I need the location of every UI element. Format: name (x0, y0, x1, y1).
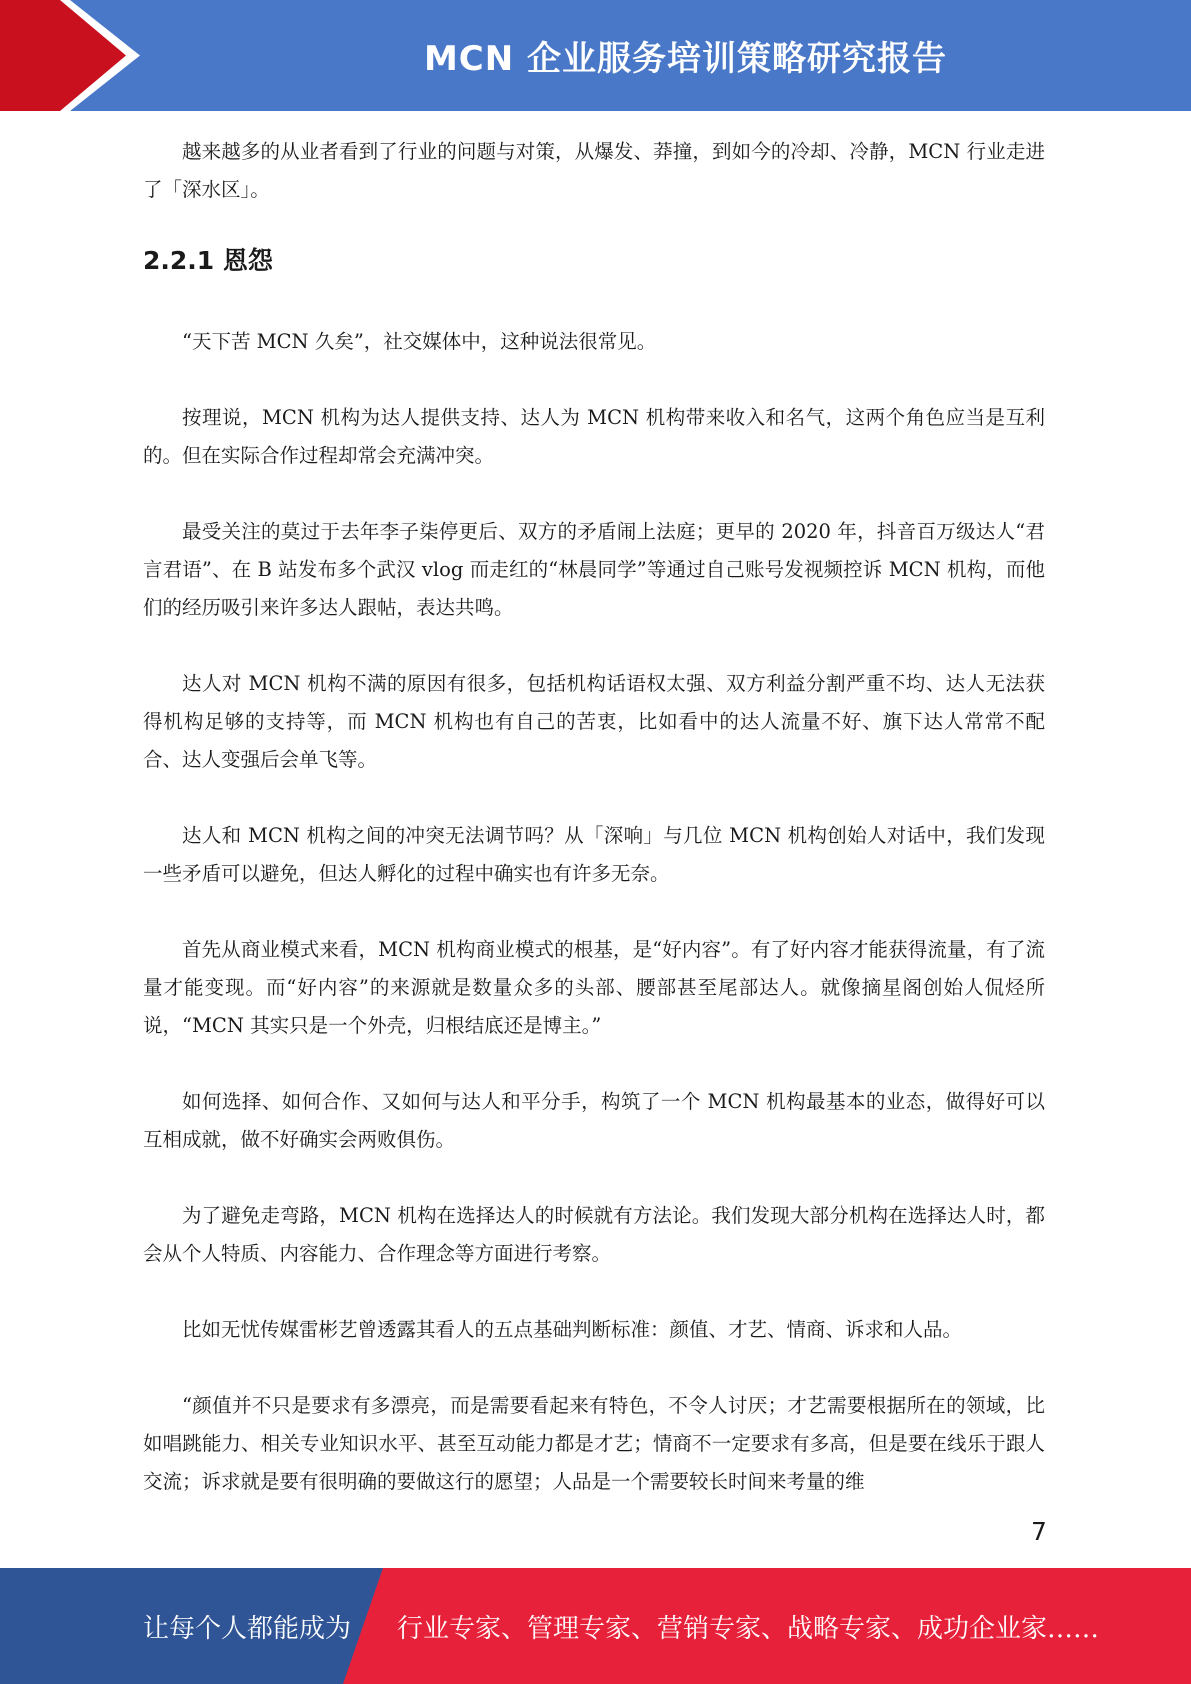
paragraph-10: “颜值并不只是要求有多漂亮，而是需要看起来有特色，不令人讨厌；才艺需要根据所在的领域，比如唱跳能力、相关专业知识水平、甚至互动能力都是才艺；情商不一定要求有多高，但是要在线乐于跟人交流；诉求就是要有很明确的要做这行的愿望；人品是一个需要较长时间来考量的维 (143, 1394, 1045, 1493)
header-arrow-decoration (0, 0, 160, 111)
page-number: 7 (1031, 1517, 1047, 1546)
paragraph-7: 如何选择、如何合作、又如何与达人和平分手，构筑了一个 MCN 机构最基本的业态，做得好可以互相成就，做不好确实会两败俱伤。 (143, 1090, 1045, 1151)
paragraph-2: 按理说，MCN 机构为达人提供支持、达人为 MCN 机构带来收入和名气，这两个角色应当是互利的。但在实际合作过程却常会充满冲突。 (143, 406, 1045, 467)
page-header (0, 0, 1191, 111)
paragraph-8: 为了避免走弯路，MCN 机构在选择达人的时候就有方法论。我们发现大部分机构在选择达人时，都会从个人特质、内容能力、合作理念等方面进行考察。 (143, 1204, 1045, 1265)
page-footer (0, 1568, 1191, 1684)
paragraph-3: 最受关注的莫过于去年李子柒停更后、双方的矛盾闹上法庭；更早的 2020 年，抖音百万级达人“君言君语”、在 B 站发布多个武汉 vlog 而走红的“林晨同学”等通过自己账号发视频控诉 MCN 机构，而他们的经历吸引来许多达人跟帖，表达共鸣。 (143, 520, 1045, 619)
footer-slogan-right: 行业专家、管理专家、营销专家、战略专家、成功企业家…… (397, 1613, 1100, 1644)
footer-slogan-left: 让每个人都能成为 (143, 1613, 352, 1644)
section-heading: 2.2.1 恩怨 (143, 246, 273, 275)
intro-paragraph: 越来越多的从业者看到了行业的问题与对策，从爆发、莽撞，到如今的冷却、冷静，MCN 行业走进了「深水区」。 (143, 140, 1045, 201)
paragraph-9: 比如无忧传媒雷彬艺曾透露其看人的五点基础判断标准：颜值、才艺、情商、诉求和人品。 (182, 1318, 963, 1341)
document-title: MCN 企业服务培训策略研究报告 (423, 39, 948, 79)
paragraph-6: 首先从商业模式来看，MCN 机构商业模式的根基，是“好内容”。有了好内容才能获得流量，有了流量才能变现。而“好内容”的来源就是数量众多的头部、腰部甚至尾部达人。就像摘星阁创始人侃烃所说，“MCN 其实只是一个外壳，归根结底还是博主。” (143, 938, 1045, 1037)
paragraph-1: “天下苦 MCN 久矣”，社交媒体中，这种说法很常见。 (182, 330, 657, 353)
paragraph-5: 达人和 MCN 机构之间的冲突无法调节吗？从「深响」与几位 MCN 机构创始人对话中，我们发现一些矛盾可以避免，但达人孵化的过程中确实也有许多无奈。 (143, 824, 1045, 885)
paragraph-4: 达人对 MCN 机构不满的原因有很多，包括机构话语权太强、双方利益分割严重不均、达人无法获得机构足够的支持等，而 MCN 机构也有自己的苦衷，比如看中的达人流量不好、旗下达人常常不配合、达人变强后会单飞等。 (143, 672, 1045, 771)
page-body (143, 133, 1045, 1501)
